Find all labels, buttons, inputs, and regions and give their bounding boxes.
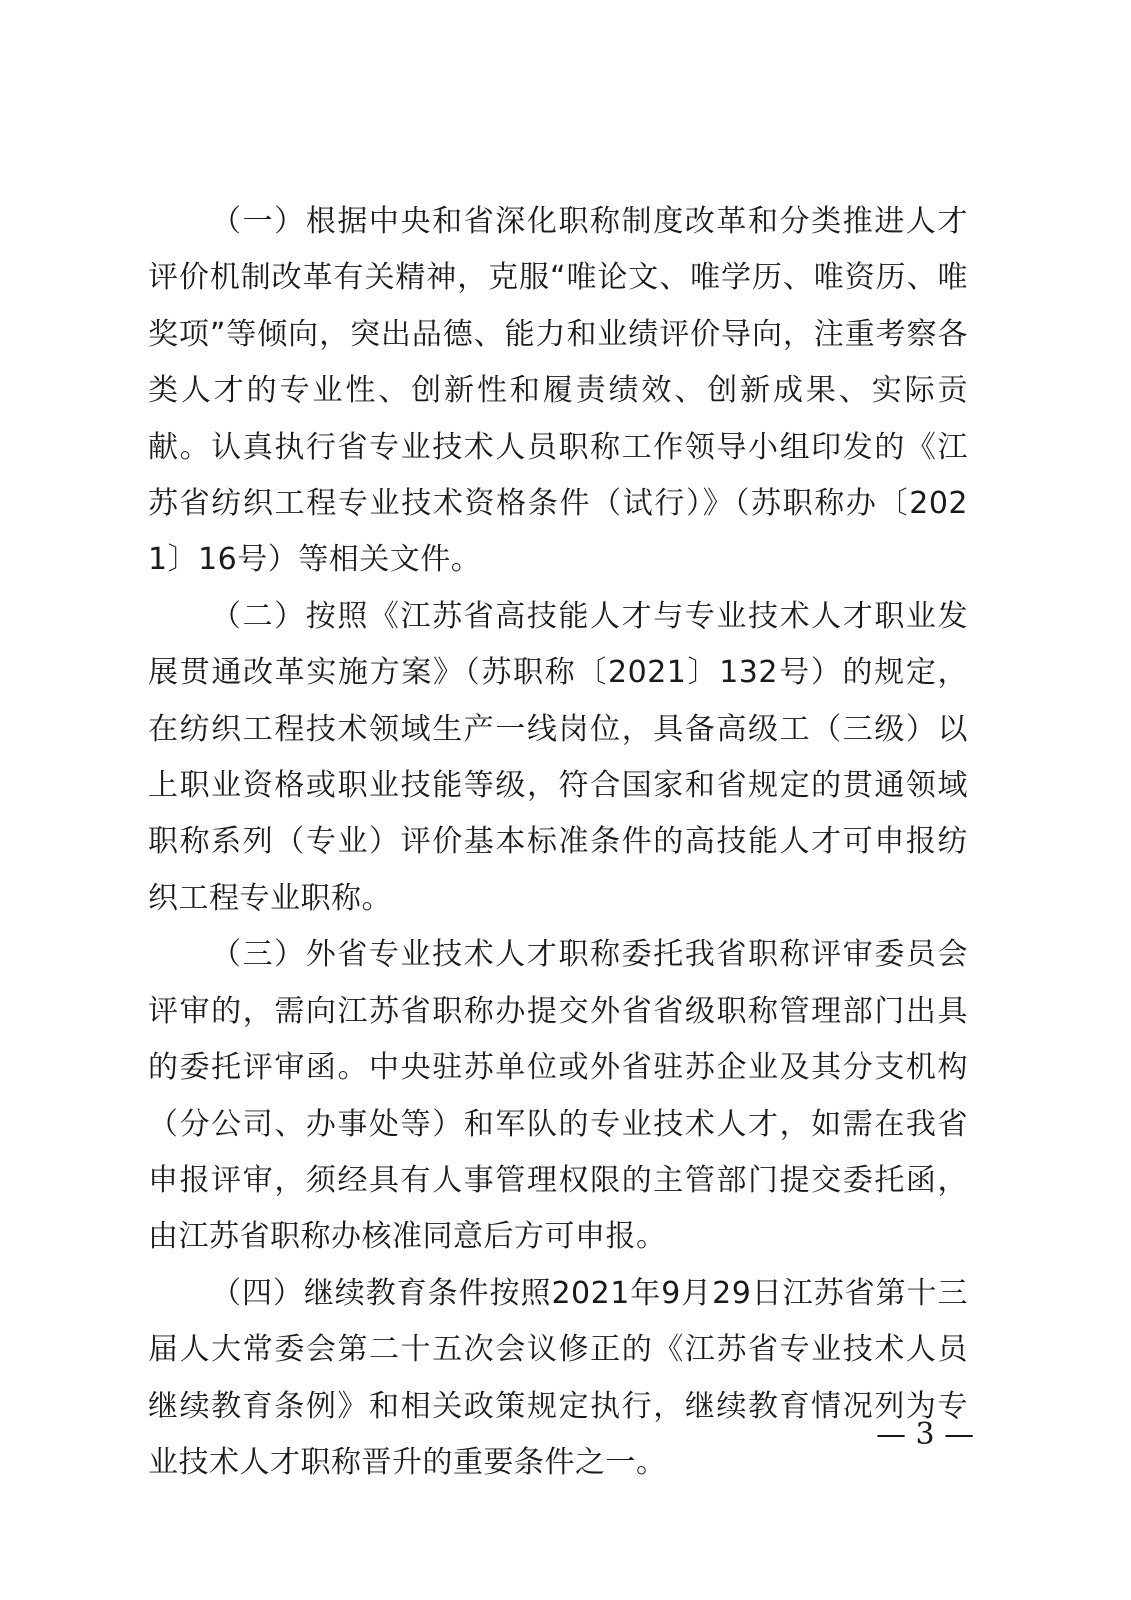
page-number: — 3 — (876, 1417, 975, 1452)
paragraph-3: （三）外省专业技术人才职称委托我省职称评审委员会评审的，需向江苏省职称办提交外省省级职称管理部门出具的委托评审函。中央驻苏单位或外省驻苏企业及其分支机构（分公司、办事处等）和军队的专业技术人才，如需在我省申报评审，须经具有人事管理权限的主管部门提交委托函，由江苏省职称办核准同意后方可申报。 (148, 937, 968, 1255)
document-body (148, 194, 975, 1491)
paragraph-4: （四）继续教育条件按照2021年9月29日江苏省第十三届人大常委会第二十五次会议修正的《江苏省专业技术人员继续教育条例》和相关政策规定执行，继续教育情况列为专业技术人才职称晋升的重要条件之一。 (148, 1275, 968, 1480)
paragraph-2: （二）按照《江苏省高技能人才与专业技术人才职业发展贯通改革实施方案》（苏职称〔2021〕132号）的规定，在纺织工程技术领域生产一线岗位，具备高级工（三级）以上职业资格或职业技能等级，符合国家和省规定的贯通领域职称系列（专业）评价基本标准条件的高技能人才可申报纺织工程专业职称。 (148, 598, 968, 916)
paragraph-1: （一）根据中央和省深化职称制度改革和分类推进人才评价机制改革有关精神，克服“唯论文、唯学历、唯资历、唯奖项”等倾向，突出品德、能力和业绩评价导向，注重考察各类人才的专业性、创新性和履责绩效、创新成果、实际贡献。认真执行省专业技术人员职称工作领导小组印发的《江苏省纺织工程专业技术资格条件（试行）》（苏职称办〔2021〕16号）等相关文件。 (148, 204, 968, 578)
